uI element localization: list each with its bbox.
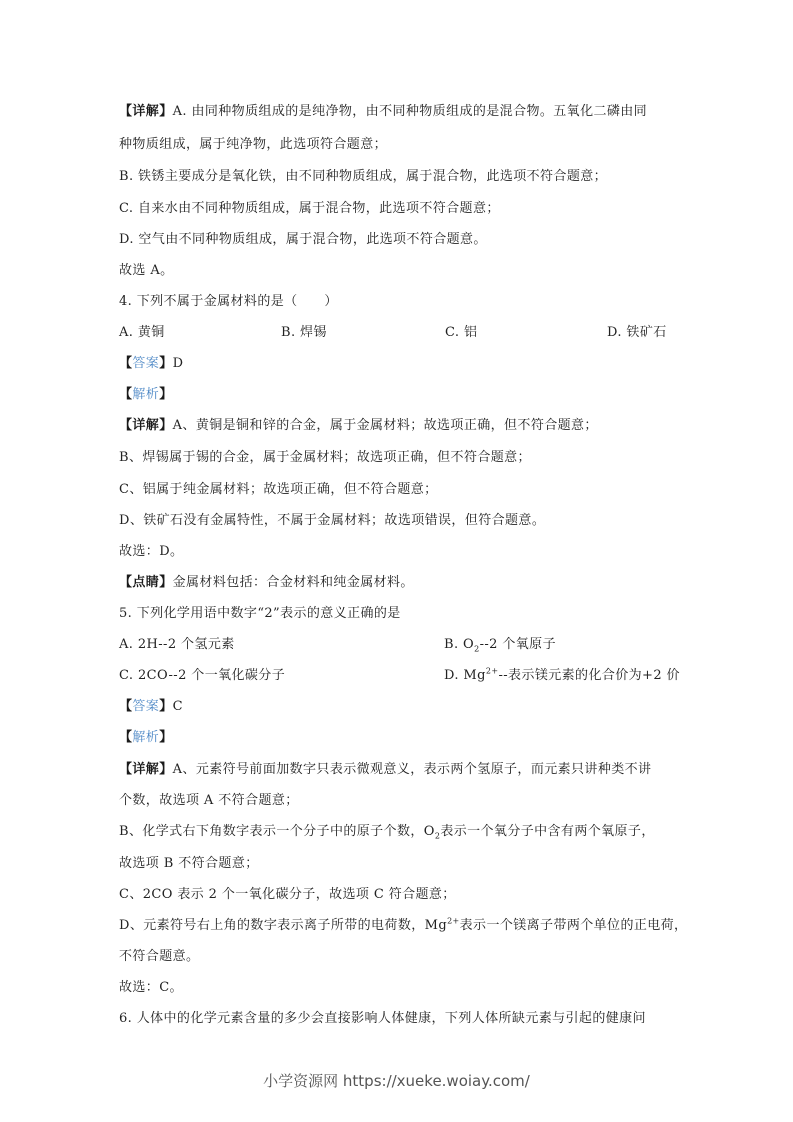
detail-text: 表示一个镁离子带两个单位的正电荷，: [459, 918, 688, 933]
bracket-close: 】: [159, 699, 173, 714]
bracket-open: 【: [119, 762, 133, 777]
detail-text: A、元素符号前面加数字只表示微观意义，表示两个氢原子，而元素只讲种类不讲: [172, 762, 652, 777]
bracket-open: 【: [119, 418, 133, 433]
answer-tag: 答案: [132, 356, 160, 371]
detail-tag: 详解: [132, 104, 160, 119]
q3-choose: 故选 A。: [119, 263, 174, 278]
detail-text: D、元素符号右上角的数字表示离子所带的电荷数，Mg: [119, 918, 448, 933]
q5-option-d: [444, 667, 680, 685]
bracket-close: 】: [159, 104, 173, 119]
q4-answer: [119, 355, 183, 373]
bracket-close: 】: [159, 387, 173, 402]
answer-value: D: [172, 356, 184, 371]
q3-detail-line-2: 种物质组成，属于纯净物，此选项符合题意；: [119, 137, 388, 152]
subscript: 2: [474, 644, 480, 654]
option-text: B. O: [444, 637, 475, 652]
q5-detail-line-d2: 不符合题意。: [119, 949, 200, 964]
tip-text: 金属材料包括：合金材料和纯金属材料。: [172, 575, 414, 590]
q5-detail-line-d1: [119, 917, 687, 935]
q3-detail-line-b: B. 铁锈主要成分是氧化铁，由不同种物质组成，属于混合物，此选项不符合题意；: [119, 169, 608, 184]
q4-detail-line-b: B、焊锡属于锡的合金，属于金属材料；故选项正确，但不符合题意；: [119, 450, 531, 465]
option-text: --表示镁元素的化合价为+2 价: [498, 668, 680, 683]
bracket-close: 】: [159, 418, 173, 433]
bracket-open: 【: [119, 575, 133, 590]
detail-tag: 详解: [132, 418, 160, 433]
q5-detail-line-b1: [119, 823, 655, 841]
q4-stem: 4. 下列不属于金属材料的是（ ）: [119, 294, 338, 309]
detail-text: 表示一个氧分子中含有两个氧原子，: [440, 824, 655, 839]
subscript: 2: [434, 831, 441, 841]
footer-watermark: 小学资源网 https://xueke.woiay.com/: [263, 1072, 530, 1090]
analysis-tag: 解析: [132, 730, 160, 745]
bracket-open: 【: [119, 730, 133, 745]
q5-detail-line-b2: 故选项 B 不符合题意；: [119, 856, 259, 871]
q5-stem: 5. 下列化学用语中数字“2”表示的意义正确的是: [119, 606, 401, 621]
analysis-tag: 解析: [132, 387, 160, 402]
tip-tag: 点睛: [132, 575, 160, 590]
q5-option-a: A. 2H--2 个氢元素: [119, 637, 235, 652]
option-text: D. Mg: [444, 668, 486, 683]
bracket-close: 】: [159, 762, 173, 777]
q4-option-d: D. 铁矿石: [607, 325, 667, 340]
q4-choose: 故选：D。: [119, 544, 184, 559]
bracket-close: 】: [159, 356, 173, 371]
q4-option-b: B. 焊锡: [281, 325, 327, 340]
q5-answer: [119, 698, 183, 716]
q6-stem: 6. 人体中的化学元素含量的多少会直接影响人体健康，下列人体所缺元素与引起的健康问: [119, 1011, 646, 1026]
q4-option-c: C. 铝: [445, 325, 478, 340]
detail-text: B、化学式右下角数字表示一个分子中的原子个数，O: [119, 824, 435, 839]
detail-text: A. 由同种物质组成的是纯净物，由不同种物质组成的是混合物。五氧化二磷由同: [172, 104, 648, 119]
q4-tip: [119, 574, 414, 592]
detail-tag: 详解: [132, 762, 160, 777]
q4-detail-line-a: [119, 417, 598, 435]
q3-detail-line-c: C. 自来水由不同种物质组成，属于混合物，此选项不符合题意；: [119, 201, 500, 216]
answer-value: C: [172, 699, 183, 714]
detail-text: A、黄铜是铜和锌的合金，属于金属材料；故选项正确，但不符合题意；: [172, 418, 598, 433]
q4-analysis-heading: [119, 386, 173, 404]
option-text: --2 个氧原子: [479, 637, 556, 652]
q4-detail-line-d: D、铁矿石没有金属特性，不属于金属材料；故选项错误，但符合题意。: [119, 513, 546, 528]
superscript: 2+: [485, 666, 499, 676]
bracket-close: 】: [159, 730, 173, 745]
q5-detail-line-a2: 个数，故选项 A 不符合题意；: [119, 793, 299, 808]
superscript: 2+: [447, 916, 460, 926]
q4-detail-line-c: C、铝属于纯金属材料；故选项正确，但不符合题意；: [119, 482, 438, 497]
bracket-close: 】: [159, 575, 173, 590]
bracket-open: 【: [119, 699, 133, 714]
q5-detail-line-a1: [119, 761, 651, 779]
bracket-open: 【: [119, 356, 133, 371]
bracket-open: 【: [119, 387, 133, 402]
q5-analysis-heading: [119, 729, 173, 747]
q5-choose: 故选：C。: [119, 980, 183, 995]
bracket-open: 【: [119, 104, 133, 119]
q5-option-b: [444, 636, 556, 654]
q3-detail-line-d: D. 空气由不同种物质组成，属于混合物，此选项不符合题意。: [119, 232, 487, 247]
q4-option-a: A. 黄铜: [119, 325, 165, 340]
q3-detail-line-1: [119, 103, 647, 121]
q5-detail-line-c: C、2CO 表示 2 个一氧化碳分子，故选项 C 符合题意；: [119, 887, 456, 902]
answer-tag: 答案: [132, 699, 160, 714]
q5-option-c: C. 2CO--2 个一氧化碳分子: [119, 668, 286, 683]
